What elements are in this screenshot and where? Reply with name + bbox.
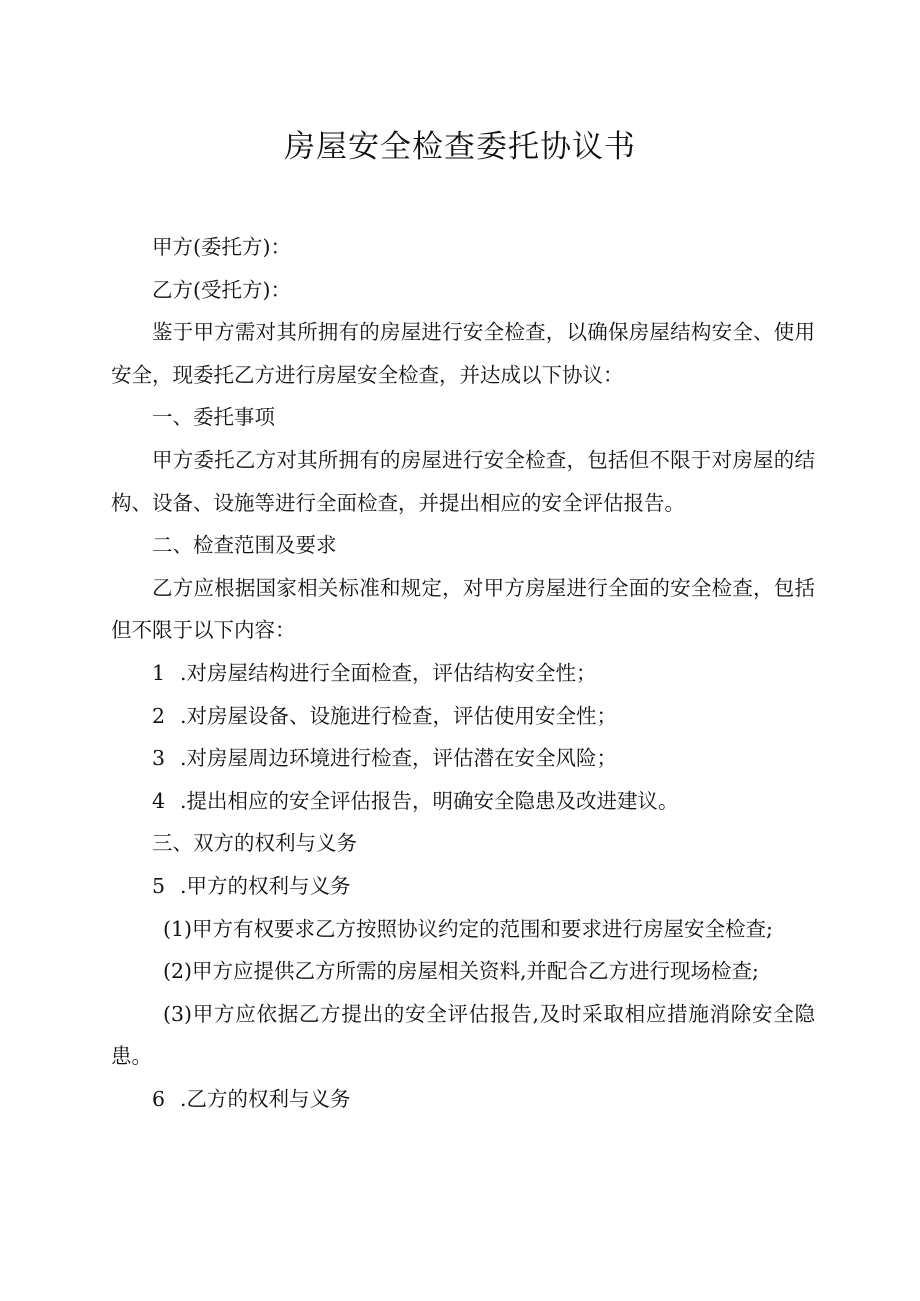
list-item-text: .对房屋周边环境进行检查，评估潜在安全风险； bbox=[180, 746, 618, 771]
list-item bbox=[111, 1078, 815, 1121]
section-paragraph-inspection-scope: 乙方应根据国家相关标准和规定，对甲方房屋进行全面的安全检查，包括但不限于以下内容： bbox=[111, 575, 815, 643]
list-item bbox=[111, 652, 815, 695]
sub-list-item: (2)甲方应提供乙方所需的房屋相关资料,并配合乙方进行现场检查; bbox=[163, 959, 759, 984]
list-item-text: .乙方的权利与义务 bbox=[180, 1086, 351, 1111]
preamble-paragraph: 鉴于甲方需对其所拥有的房屋进行安全检查，以确保房屋结构安全、使用安全，现委托乙方进行房屋安全检查，并达成以下协议： bbox=[111, 320, 815, 387]
section-heading-inspection-scope: 二、检查范围及要求 bbox=[152, 533, 337, 558]
list-item-number: 2 bbox=[152, 703, 166, 728]
sub-list-item: (1)甲方有权要求乙方按照协议约定的范围和要求进行房屋安全检查; bbox=[163, 916, 773, 941]
document-body bbox=[111, 226, 815, 1120]
list-item bbox=[111, 695, 815, 738]
list-item bbox=[111, 737, 815, 780]
list-item bbox=[111, 780, 815, 823]
list-item-number: 6 bbox=[152, 1086, 166, 1111]
list-item bbox=[111, 865, 815, 908]
sub-list-item: (3)甲方应依据乙方提出的安全评估报告,及时采取相应措施消除安全隐患。 bbox=[111, 1001, 815, 1069]
section-paragraph-entrusted-matters: 甲方委托乙方对其所拥有的房屋进行安全检查，包括但不限于对房屋的结构、设备、设施等进行全面检查，并提出相应的安全评估报告。 bbox=[111, 447, 815, 515]
list-item-number: 1 bbox=[152, 660, 166, 685]
party-a-line: 甲方(委托方)： bbox=[152, 235, 291, 259]
list-item-number: 4 bbox=[152, 788, 166, 813]
list-item-text: .对房屋结构进行全面检查，评估结构安全性； bbox=[180, 660, 597, 685]
list-item-text: .甲方的权利与义务 bbox=[180, 873, 351, 898]
list-item-text: .提出相应的安全评估报告，明确安全隐患及改进建议。 bbox=[180, 788, 679, 813]
list-item-number: 5 bbox=[152, 873, 166, 898]
list-item-number: 3 bbox=[152, 746, 166, 771]
section-heading-entrusted-matters: 一、委托事项 bbox=[152, 405, 275, 430]
section-heading-rights-obligations: 三、双方的权利与义务 bbox=[152, 831, 357, 856]
list-item-text: .对房屋设备、设施进行检查，评估使用安全性； bbox=[180, 703, 618, 728]
party-b-line: 乙方(受托方)： bbox=[152, 277, 291, 302]
document-title: 房屋安全检查委托协议书 bbox=[284, 129, 636, 165]
